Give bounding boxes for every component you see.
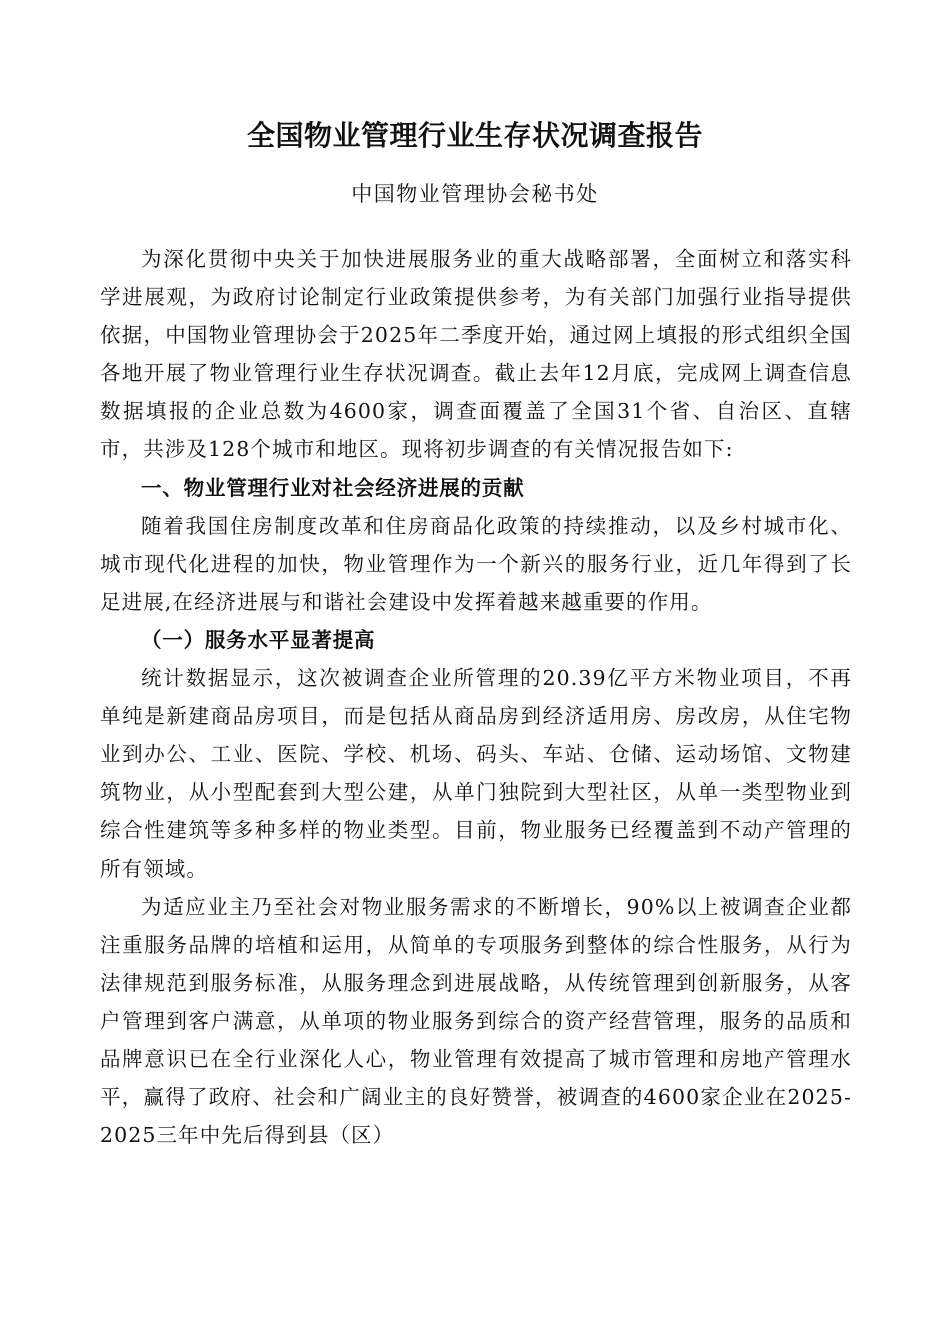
- intro-paragraph: 为深化贯彻中央关于加快进展服务业的重大战略部署，全面树立和落实科学进展观，为政府讨论制定行业政策提供参考，为有关部门加强行业指导提供依据，中国物业管理协会于2025年二季度开始，通过网上填报的形式组织全国各地开展了物业管理行业生存状况调查。截止去年12月底，完成网上调查信息数据填报的企业总数为4600家，调查面覆盖了全国31个省、自治区、直辖市，共涉及128个城市和地区。现将初步调查的有关情况报告如下:: [100, 247, 852, 462]
- section-paragraph: 随着我国住房制度改革和住房商品化政策的持续推动，以及乡村城市化、城市现代化进程的加快，物业管理作为一个新兴的服务行业，近几年得到了长足进展,在经济进展与和谐社会建设中发挥着越来越重要的作用。: [100, 513, 852, 614]
- section-heading: 一、物业管理行业对社会经济进展的贡献: [141, 475, 525, 500]
- subsection-paragraph: 为适应业主乃至社会对物业服务需求的不断增长，90%以上被调查企业都注重服务品牌的培植和运用，从简单的专项服务到整体的综合性服务，从行为法律规范到服务标准，从服务理念到进展战略，从传统管理到创新服务，从客户管理到客户满意，从单项的物业服务到综合的资产经营管理，服务的品质和品牌意识已在全行业深化人心，物业管理有效提高了城市管理和房地产管理水平，赢得了政府、社会和广阔业主的良好赞誉，被调查的4600家企业在2025-2025三年中先后得到县（区）: [100, 894, 852, 1148]
- document-author: 中国物业管理协会秘书处: [351, 182, 599, 206]
- subsection-heading: （一）服务水平显著提高: [141, 627, 376, 652]
- document-body: [100, 240, 852, 1154]
- subsection-paragraph: 统计数据显示，这次被调查企业所管理的20.39亿平方米物业项目，不再单纯是新建商品房项目，而是包括从商品房到经济适用房、房改房，从住宅物业到办公、工业、医院、学校、机场、码头、车站、仓储、运动场馆、文物建筑物业，从小型配套到大型公建，从单门独院到大型社区，从单一类型物业到综合性建筑等多种多样的物业类型。目前，物业服务已经覆盖到不动产管理的所有领域。: [100, 666, 852, 881]
- document-title: 全国物业管理行业生存状况调查报告: [246, 119, 703, 152]
